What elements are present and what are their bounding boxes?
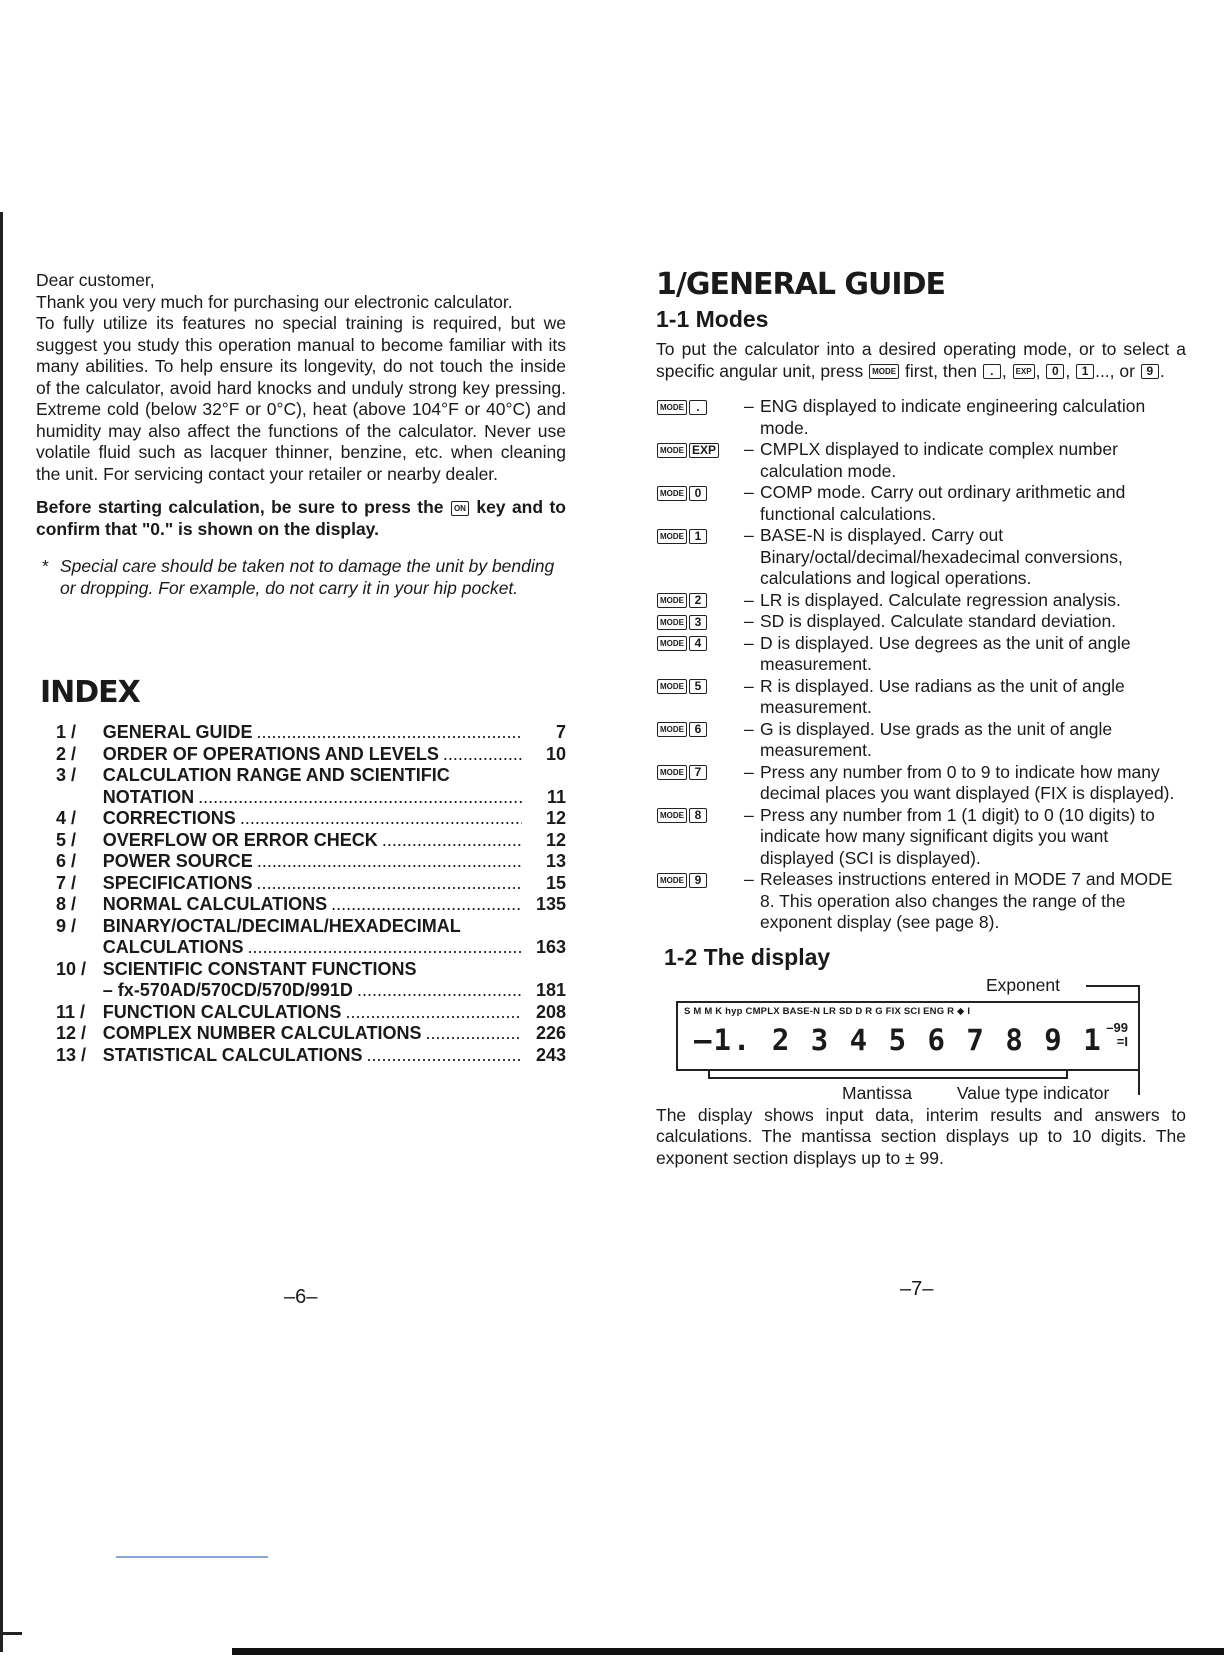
lcd-mantissa: –1. 2 3 4 5 6 7 8 9 1 [694,1022,1103,1057]
number-key-icon: 2 [689,593,707,608]
mode-keys [656,676,744,719]
index-number: 1 / [56,722,77,742]
mode-key-icon: MODE [657,615,687,630]
index-number: 4 / [56,808,77,828]
index-title-text: COMPLEX NUMBER CALCULATIONS [102,1023,422,1043]
scan-edge-left [0,212,3,1652]
mode-dash: – [744,869,754,889]
care-paragraph: To fully utilize its features no special training is required, but we suggest you study this operation manual to become familiar with its many abilities. To help ensure its longevity, do not touch the inside of the calculator, avoid hard knocks and unduly strong key pressing. Extreme cold (below 32°F or 0°C), heat (above 104°F or 40°C) and humidity may also affect the functions of the calculator. Never use volatile fluid such as lacquer thinner, benzine, etc. when cleaning the unit. For servicing contact your retailer or nearby dealer. [36,313,566,484]
mode-description: G is displayed. Use grads as the unit of angle measurement. [760,718,1113,760]
number-key-icon: 1 [689,529,707,544]
mode-dash: – [744,611,754,631]
index-title-text: SPECIFICATIONS [102,872,253,893]
mode-keys [656,805,744,870]
number-key-icon: . [689,400,707,415]
mode-description: R is displayed. Use radians as the unit of angle measurement. [760,675,1125,717]
mode-entry [656,396,1186,439]
mode-entry [656,590,1186,612]
index-page: 226 [535,1023,566,1043]
index-title-text: SCIENTIFIC CONSTANT FUNCTIONS [102,958,417,979]
mode-dash: – [744,632,754,653]
index-title-text: STATISTICAL CALCULATIONS [102,1044,363,1065]
mode-entry [656,633,1186,676]
mode-description: CMPLX displayed to indicate complex number calculation mode. [760,439,1118,481]
index-page: 181 [535,980,566,1000]
index-number: 5 / [56,829,77,850]
index-entry [56,808,566,830]
index-title-text: CALCULATION RANGE AND SCIENTIFIC [102,765,450,785]
index-title-text: FUNCTION CALCULATIONS [102,1001,342,1022]
lcd-frame [676,1001,1140,1071]
mode-key-icon: MODE [657,765,687,780]
index-entry [56,1045,566,1067]
index-entry-continued [56,937,566,959]
index-leader-dots [256,722,522,744]
index-title-continued: – fx-570AD/570CD/570D/991D [102,980,353,1000]
exponent-leader-line [1086,985,1138,987]
number-key-icon: EXP [689,443,719,458]
mode-description: Press any number from 1 (1 digit) to 0 (10 digits) to indicate how many significant digits you want displayed (SCI is displayed). [760,804,1155,868]
mode-dash: – [744,718,754,739]
lcd-labels [842,1083,1109,1104]
index-entry [56,959,566,981]
mode-key-icon: MODE [657,400,687,415]
mode-keys [656,719,744,762]
number-key-icon: 8 [689,808,707,823]
number-key-icon: 0 [689,486,707,501]
index-leader-dots [366,1045,522,1067]
index-title-text: ORDER OF OPERATIONS AND LEVELS [102,743,439,764]
index-entry [56,744,566,766]
index-title-text: NORMAL CALCULATIONS [102,894,328,914]
mode-key-icon: MODE [657,679,687,694]
index-entry [56,765,566,787]
mode-description: BASE-N is displayed. Carry out Binary/octal/decimal/hexadecimal conversions, calculations and logical operations. [760,525,1123,588]
lcd-indicators: S M M K hyp CMPLX BASE-N LR SD D R G FIX SCI ENG R ◆ I [684,1005,971,1017]
mode-description: Releases instructions entered in MODE 7 and MODE 8. This operation also changes the range of the exponent display (see page 8). [760,869,1173,932]
index-leader-dots [257,851,523,873]
lcd-exponent: –99 =I [1106,1019,1128,1049]
index-entry [56,916,566,938]
index-page: 163 [535,937,566,957]
index-leader-dots [382,830,523,852]
mode-entry [656,762,1186,805]
right-page-number: –7– [900,1278,934,1300]
index-leader-dots [240,808,523,830]
on-key-icon: ON [451,501,469,516]
index-title-text: OVERFLOW OR ERROR CHECK [102,829,378,850]
mode-dash: – [744,804,754,825]
section-title-modes: 1-1 Modes [656,306,769,332]
mode-dash: – [744,675,754,696]
number-key-icon: 5 [689,679,707,694]
mode-key-icon: MODE [657,486,687,501]
index-page: 10 [545,743,566,764]
mode-entry [656,719,1186,762]
index-entry [56,851,566,873]
number-key-icon: 7 [689,765,707,780]
scan-corner-mark [0,1632,22,1635]
index-leader-dots [198,787,522,809]
mode-keys [656,633,744,676]
index-leader-dots [345,1002,522,1024]
mode-dash: – [744,761,754,782]
mode-keys [656,396,744,439]
number-key-icon: 9 [689,873,707,888]
mode-keys [656,762,744,805]
mode-keys [656,439,744,482]
index-page: 11 [546,786,566,807]
exponent-label: Exponent [986,974,1060,995]
mode-dash: – [744,482,754,502]
index-leader-dots [357,980,522,1002]
right-page [656,267,1186,1169]
mode-dash: – [744,396,754,416]
greeting: Dear customer, [36,270,155,290]
mode-keys [656,611,744,633]
index-entry-continued [56,980,566,1002]
mode-entry [656,611,1186,633]
mode-key-icon: MODE [657,443,687,458]
before-start-paragraph: Before starting calculation, be sure to press the ON key and to confirm that "0." is shown on the display. [36,497,566,539]
scan-blue-line [116,1556,268,1558]
index-title: INDEX [40,675,140,710]
section-title-display: 1-2 The display [664,943,831,970]
index-number: 10 / [56,958,87,979]
index-page: 208 [535,1001,566,1022]
index-page: 15 [545,872,566,893]
index-entry [56,894,566,916]
modes-list [656,396,1186,934]
index-entry [56,830,566,852]
mantissa-bracket [708,1071,1068,1079]
mode-key-icon: MODE [657,722,687,737]
mode-entry [656,525,1186,590]
index-number: 11 / [56,1001,86,1022]
mode-entry [656,869,1186,934]
index-number: 12 / [56,1023,87,1043]
index-entry [56,873,566,895]
chapter-title: 1/GENERAL GUIDE [656,267,945,302]
mode-keys [656,482,744,525]
index-leader-dots [443,744,523,766]
mode-keys [656,525,744,590]
mode-dash: – [744,439,754,459]
mode-entry [656,482,1186,525]
mode-description: COMP mode. Carry out ordinary arithmetic and functional calculations. [760,482,1126,524]
mode-entry [656,439,1186,482]
index-title-continued: NOTATION [102,786,195,807]
index-title-continued: CALCULATIONS [102,937,244,957]
mode-keys [656,869,744,934]
mode-description: Press any number from 0 to 9 to indicate how many decimal places you want displayed (FIX is displayed). [760,761,1175,803]
point-key-icon: . [983,364,1001,379]
index-leader-dots [256,873,522,895]
mode-entry [656,676,1186,719]
mode-description: LR is displayed. Calculate regression analysis. [760,589,1121,610]
left-page-number: –6– [284,1286,318,1308]
one-key-icon: 1 [1076,364,1094,379]
index-number: 6 / [56,851,77,871]
mode-dash: – [744,589,754,610]
index-number: 3 / [56,765,77,785]
mode-description: SD is displayed. Calculate standard deviation. [760,611,1117,631]
index-number: 9 / [56,915,77,936]
index-entry-continued [56,787,566,809]
number-key-icon: 3 [689,615,707,630]
index-leader-dots [425,1023,522,1045]
care-note: * Special care should be taken not to damage the unit by bending or dropping. For example, do not carry it in your hip pocket. [42,556,555,598]
index-page: 135 [535,894,566,914]
index-title-text: CORRECTIONS [102,808,236,828]
index-number: 13 / [56,1044,87,1065]
mode-key-icon: MODE [657,529,687,544]
mode-description: ENG displayed to indicate engineering calculation mode. [760,396,1146,438]
value-type-label: Value type indicator [956,1082,1110,1103]
display-paragraph: The display shows input data, interim results and answers to calculations. The mantissa section displays up to 10 digits. The exponent section displays up to ± 99. [656,1104,1186,1168]
mode-key-icon: MODE [657,593,687,608]
index-title-text: GENERAL GUIDE [102,722,253,742]
index-leader-dots [247,937,522,959]
left-page [36,270,566,1066]
index-entry [56,722,566,744]
display-diagram [656,975,1186,1105]
mode-dash: – [744,525,754,545]
modes-intro: To put the calculator into a desired operating mode, or to select a specific angular unit, press MODE first, then . , EXP , 0 , 1 ..., or 9 . [656,339,1186,381]
index-leader-dots [331,894,522,916]
index-page: 12 [545,829,566,850]
index-number: 2 / [56,743,77,764]
mode-keys [656,590,744,612]
mode-key-icon: MODE [869,364,899,379]
index-entry [56,1023,566,1045]
number-key-icon: 6 [689,722,707,737]
index-list [36,722,566,1066]
index-title-text: POWER SOURCE [102,851,253,871]
exp-key-icon: EXP [1013,364,1035,379]
mode-key-icon: MODE [657,873,687,888]
index-page: 243 [535,1044,566,1065]
index-page: 13 [545,851,566,871]
mode-key-icon: MODE [657,636,687,651]
index-entry [56,1002,566,1024]
mantissa-label: Mantissa [842,1082,913,1103]
mode-description: D is displayed. Use degrees as the unit of angle measurement. [760,632,1131,674]
thanks-paragraph: Thank you very much for purchasing our electronic calculator. [36,291,513,312]
number-key-icon: 4 [689,636,707,651]
mode-key-icon: MODE [657,808,687,823]
mode-entry [656,805,1186,870]
index-title-text: BINARY/OCTAL/DECIMAL/HEXADECIMAL [102,915,461,936]
index-page: 7 [555,722,566,742]
index-number: 7 / [56,872,77,893]
zero-key-icon: 0 [1046,364,1064,379]
index-page: 12 [545,808,566,828]
nine-key-icon: 9 [1141,364,1159,379]
scan-bottom-band [232,1648,1224,1655]
index-number: 8 / [56,894,77,914]
